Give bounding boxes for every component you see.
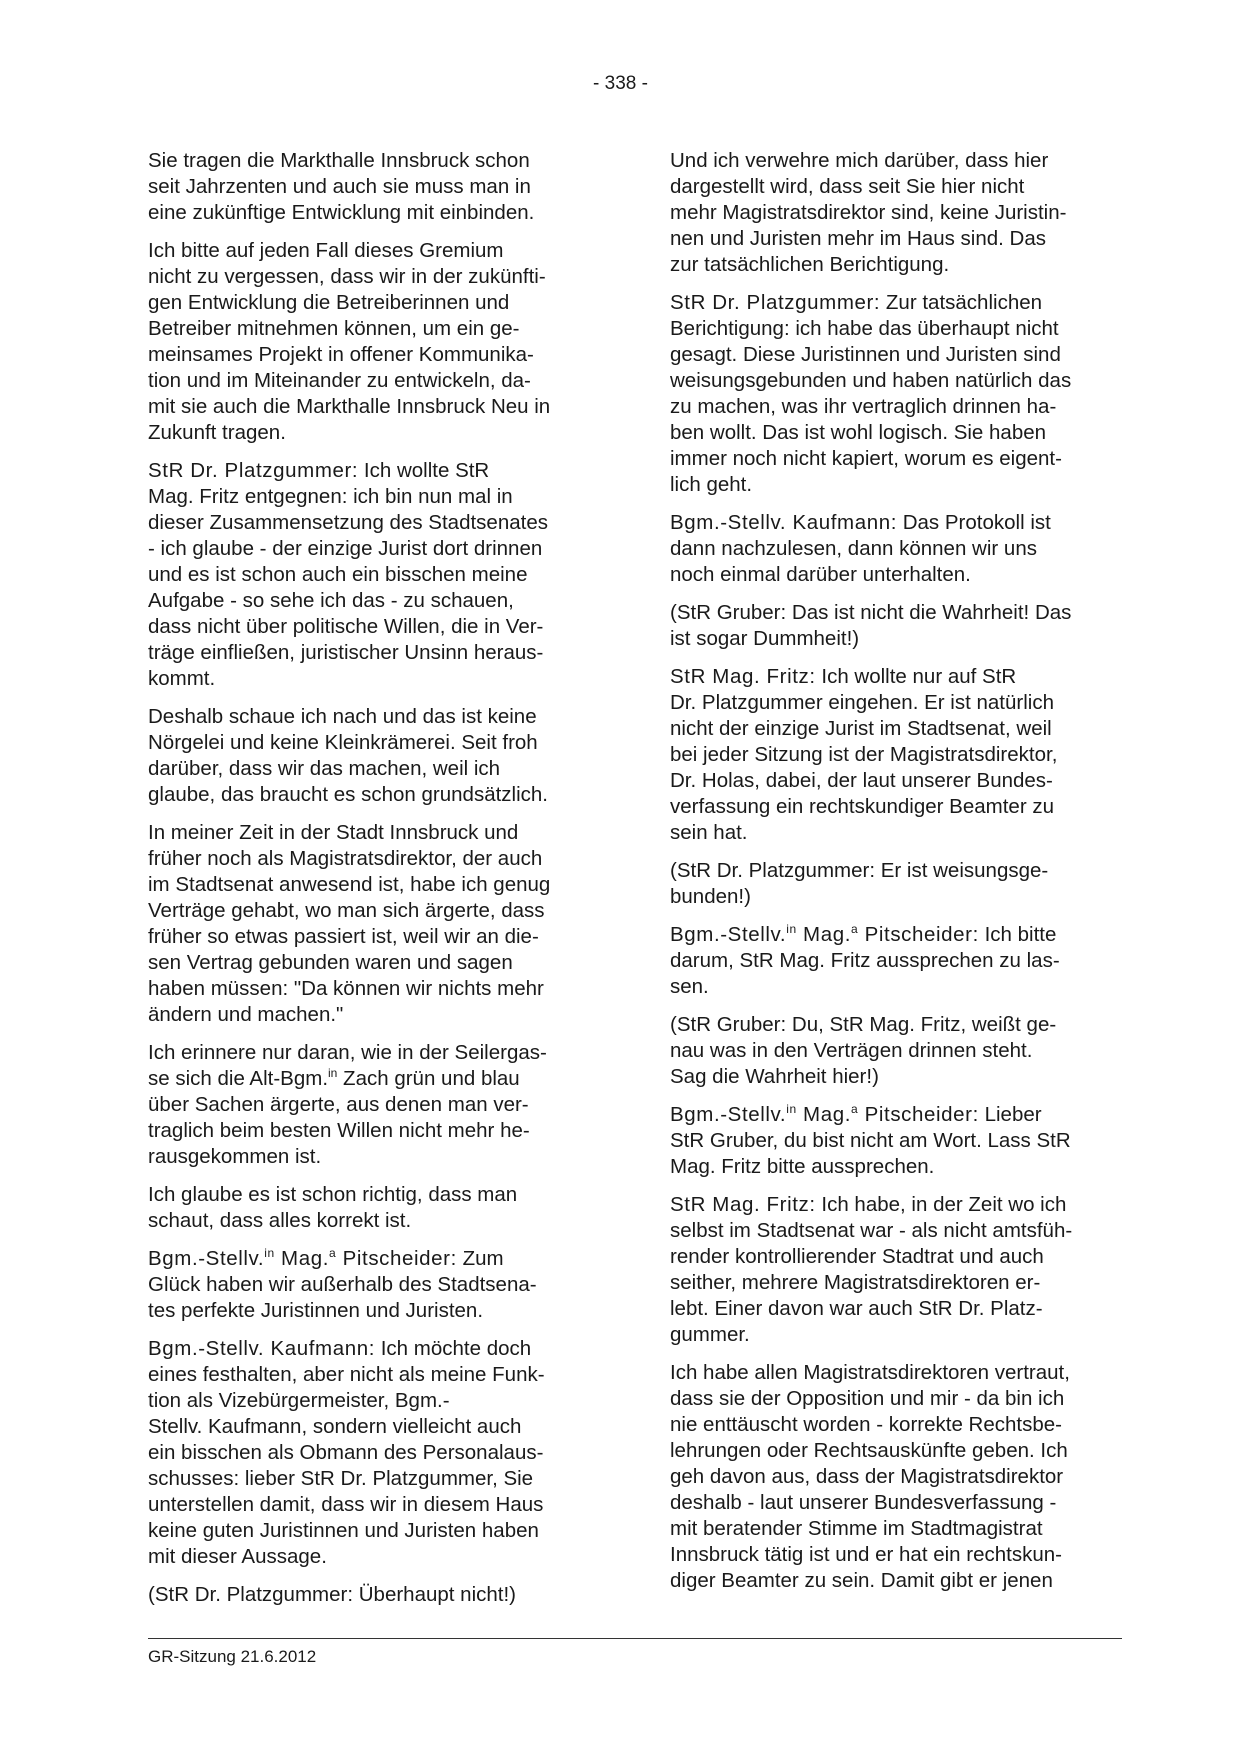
speech-text: Zum Glück haben wir außerhalb des Stadtsena- tes perfekte Juristinnen und Juristen. [148, 1247, 537, 1322]
paragraph: Deshalb schaue ich nach und das ist keine Nörgelei und keine Kleinkrämerei. Seit froh darüber, dass wir das machen, weil ich glaube, das braucht es schon grundsätzlich. [148, 705, 549, 806]
speech-text: Lieber StR Gruber, du bist nicht am Wort. Lass StR Mag. Fritz bitte aussprechen. [670, 1103, 1071, 1178]
superscript: in [264, 1246, 275, 1260]
superscript: in [786, 922, 797, 936]
speaker-title: Bgm.-Stellv. [670, 923, 787, 946]
speaker-name: Bgm.-Stellv. Kaufmann: [670, 511, 898, 534]
speech-text: Ich wollte nur auf StR Dr. Platzgummer eingehen. Er ist natürlich nicht der einzige Jurist im Stadtsenat, weil bei jeder Sitzung ist der Magistratsdirektor, Dr. Holas, dabei, der laut unserer Bundes- verfassung ein rechtskundiger Beamter zu sein hat. [670, 665, 1058, 844]
speech-text: Zur tatsächlichen Berichtigung: ich habe das überhaupt nicht gesagt. Diese Juristinnen und Juristen sind weisungsgebunden und haben natürlich das zu machen, was ihr vertraglich drinnen ha- ben wollt. Das ist wohl logisch. Sie haben immer noch nicht kapiert, worum es eigent- lich geht. [670, 291, 1072, 496]
left-column [148, 148, 600, 1620]
paragraph: Ich habe allen Magistratsdirektoren vertraut, dass sie der Opposition und mir - da bin ich nie enttäuscht worden - korrekte Rechtsbe- lehrungen oder Rechtsauskünfte geben. Ich geh davon aus, dass der Magistratsdirektor deshalb - laut unserer Bundesverfassung - mit beratender Stimme im Stadtmagistrat Innsbruck tätig ist und er hat ein rechtskun- diger Beamter zu sein. Damit gibt er jenen [670, 1361, 1070, 1592]
speech-paragraph [148, 1246, 600, 1324]
speech-paragraph [670, 510, 1122, 588]
interjection: (StR Dr. Platzgummer: Überhaupt nicht!) [148, 1583, 516, 1606]
speaker-name: StR Mag. Fritz: [670, 1193, 816, 1216]
paragraph-text: Zach grün und blau über Sachen ärgerte, aus denen man ver- traglich beim besten Willen nicht mehr he- rausgekommen ist. [148, 1067, 530, 1168]
footer-session-label: GR-Sitzung 21.6.2012 [148, 1647, 317, 1666]
footer-divider [148, 1638, 1122, 1639]
speech-text: Ich bitte darum, StR Mag. Fritz aussprechen zu las- sen. [670, 923, 1060, 998]
speaker-name: StR Mag. Fritz: [670, 665, 816, 688]
paragraph: Und ich verwehre mich darüber, dass hier dargestellt wird, dass seit Sie hier nicht mehr Magistratsdirektor sind, keine Juristin- nen und Juristen mehr im Haus sind. Das zur tatsächlichen Berichtigung. [670, 149, 1067, 276]
speaker-name [148, 1247, 457, 1270]
paragraph: Ich bitte auf jeden Fall dieses Gremium nicht zu vergessen, dass wir in der zukünfti- gen Entwicklung die Betreiberinnen und Betreiber mitnehmen können, um ein ge- meinsames Projekt in offener Kommunika- tion und im Miteinander zu entwickeln, da- mit sie auch die Markthalle Innsbruck Neu in Zukunft tragen. [148, 239, 551, 444]
interjection: (StR Dr. Platzgummer: Er ist weisungsge- bunden!) [670, 859, 1049, 908]
speech-text: Das Protokoll ist dann nachzulesen, dann können wir uns noch einmal darüber unterhalten. [670, 511, 1051, 586]
paragraph: Ich glaube es ist schon richtig, dass man schaut, dass alles korrekt ist. [148, 1183, 518, 1232]
speech-paragraph [670, 1192, 1122, 1348]
speaker-surname: Pitscheider: [858, 923, 979, 946]
superscript: a [851, 1102, 859, 1116]
speaker-name: StR Dr. Platzgummer: [148, 459, 359, 482]
speaker-title: Mag. [796, 1103, 852, 1126]
speaker-name: StR Dr. Platzgummer: [670, 291, 881, 314]
speaker-name [670, 923, 979, 946]
superscript: in [328, 1066, 338, 1080]
speaker-name: Bgm.-Stellv. Kaufmann: [148, 1337, 376, 1360]
speech-paragraph [670, 922, 1122, 1000]
speech-text: Ich möchte doch eines festhalten, aber nicht als meine Funk- tion als Vizebürgermeister, Bgm.- Stellv. Kaufmann, sondern vielleicht auch ein bisschen als Obmann des Personalaus- schusses: lieber StR Dr. Platzgummer, Sie unterstellen damit, dass wir in diesem Haus keine guten Juristinnen und Juristen haben mit dieser Aussage. [148, 1337, 545, 1568]
speaker-title: Mag. [796, 923, 852, 946]
superscript: a [851, 922, 859, 936]
paragraph [148, 1040, 600, 1170]
speaker-surname: Pitscheider: [336, 1247, 457, 1270]
page-number: - 338 - [593, 73, 648, 94]
speaker-title: Bgm.-Stellv. [148, 1247, 265, 1270]
speaker-surname: Pitscheider: [858, 1103, 979, 1126]
speech-text: Ich wollte StR Mag. Fritz entgegnen: ich bin nun mal in dieser Zusammensetzung des Stadtsenates - ich glaube - der einzige Jurist dort drinnen und es ist schon auch ein bisschen meine Aufgabe - so sehe ich das - zu schauen, dass nicht über politische Willen, die in Ver- träge einfließen, juristischer Unsinn heraus- kommt. [148, 459, 548, 690]
speech-paragraph [670, 1102, 1122, 1180]
paragraph-text: Ich erinnere nur daran, wie in der Seilergas- se sich die Alt-Bgm. [148, 1041, 547, 1090]
speaker-title: Mag. [274, 1247, 330, 1270]
speaker-title: Bgm.-Stellv. [670, 1103, 787, 1126]
interjection: (StR Gruber: Das ist nicht die Wahrheit! Das ist sogar Dummheit!) [670, 601, 1072, 650]
superscript: a [329, 1246, 337, 1260]
speaker-name [670, 1103, 979, 1126]
speech-text: Ich habe, in der Zeit wo ich selbst im Stadtsenat war - als nicht amtsfüh- render kontrollierender Stadtrat und auch seither, mehrere Magistratsdirektoren er- lebt. Einer davon war auch StR Dr. Platz- gummer. [670, 1193, 1073, 1346]
paragraph: In meiner Zeit in der Stadt Innsbruck und früher noch als Magistratsdirektor, der auch im Stadtsenat anwesend ist, habe ich genug Verträge gehabt, wo man sich ärgerte, dass früher so etwas passiert ist, weil wir an die- sen Vertrag gebunden waren und sagen haben müssen: "Da können wir nichts mehr ändern und machen." [148, 821, 551, 1026]
interjection: (StR Gruber: Du, StR Mag. Fritz, weißt ge- nau was in den Verträgen drinnen steht. Sag die Wahrheit hier!) [670, 1013, 1057, 1088]
speech-paragraph [670, 290, 1122, 498]
superscript: in [786, 1102, 797, 1116]
paragraph: Sie tragen die Markthalle Innsbruck schon seit Jahrzenten und auch sie muss man in eine zukünftige Entwicklung mit einbinden. [148, 149, 535, 224]
speech-paragraph [148, 458, 600, 692]
speech-paragraph [670, 664, 1122, 846]
speech-paragraph [148, 1336, 600, 1570]
right-column [670, 148, 1122, 1606]
